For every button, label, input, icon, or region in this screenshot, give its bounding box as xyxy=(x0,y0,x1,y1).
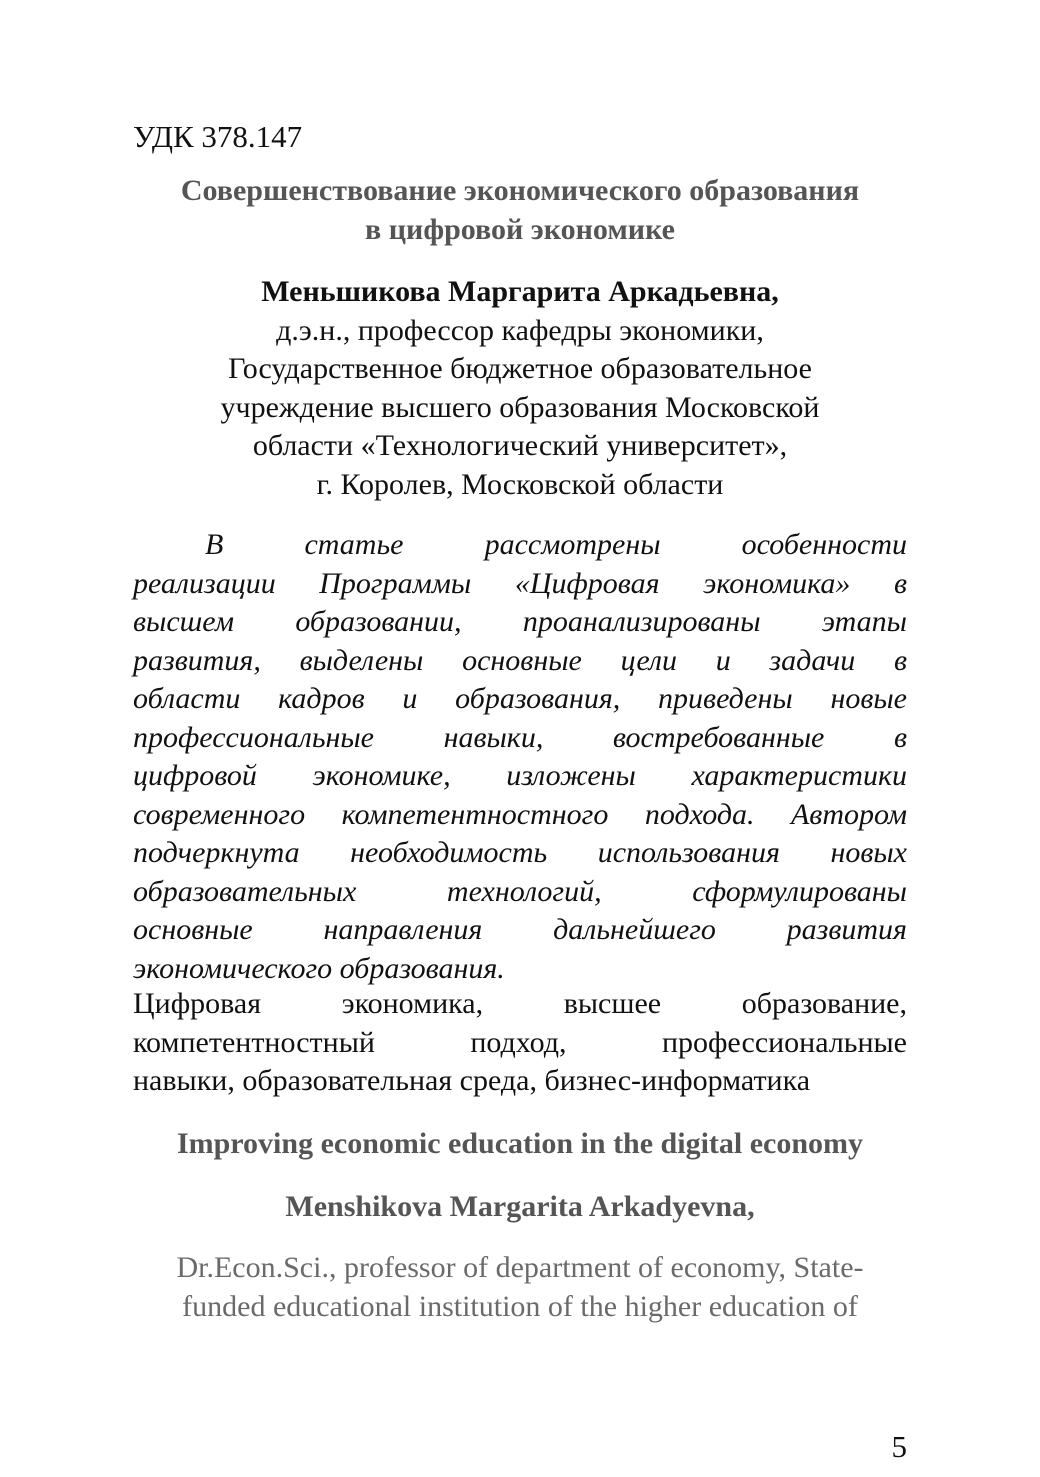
author-name-ru: Меньшикова Маргарита Аркадьевна, xyxy=(261,275,779,308)
abstract-line: основные направления дальнейшего развития xyxy=(133,913,907,946)
affiliation-ru-line: области «Технологический университет», xyxy=(252,429,788,462)
affiliation-en-line: funded educational institution of the higher education of xyxy=(182,1289,858,1323)
abstract-line: цифровой экономике, изложены характеристики xyxy=(133,759,907,792)
author-block-ru xyxy=(133,273,907,504)
abstract-line: развития, выделены основные цели и задачи в xyxy=(133,643,907,677)
udc-code: УДК 378.147 xyxy=(133,119,303,154)
abstract-line: области кадров и образования, приведены новые xyxy=(133,682,907,715)
abstract-line: высшем образовании, проанализированы этапы xyxy=(133,605,907,638)
abstract-line: профессиональные навыки, востребованные в xyxy=(133,720,907,754)
affiliation-en xyxy=(133,1249,907,1326)
keywords-line: компетентностный подход, профессиональные xyxy=(133,1025,907,1059)
page-number: 5 xyxy=(891,1429,907,1464)
abstract-line: реализации Программы «Цифровая экономика» в xyxy=(133,566,907,600)
title-ru-line: в цифровой экономике xyxy=(365,213,675,246)
author-name-en: Menshikova Margarita Arkadyevna, xyxy=(285,1190,755,1223)
keywords-line: Цифровая экономика, высшее образование, xyxy=(133,987,907,1020)
affiliation-ru-line: учреждение высшего образования Московской xyxy=(220,390,820,424)
article-title-ru xyxy=(133,171,907,249)
affiliation-en-line: Dr.Econ.Sci., professor of department of economy, State- xyxy=(176,1251,864,1284)
keywords-ru xyxy=(133,985,907,1101)
abstract-line: экономического образования. xyxy=(133,951,505,985)
abstract-line: образовательных технологий, сформулированы xyxy=(133,874,907,908)
affiliation-ru-line: д.э.н., профессор кафедры экономики, xyxy=(276,313,764,347)
keywords-line: навыки, образовательная среда, бизнес-информатика xyxy=(133,1064,811,1097)
abstract-ru xyxy=(133,526,907,988)
title-ru-line: Совершенствование экономического образования xyxy=(180,174,860,207)
article-title-en: Improving economic education in the digital economy xyxy=(176,1127,864,1160)
affiliation-ru-line: Государственное бюджетное образовательное xyxy=(228,352,812,385)
abstract-line: В статье рассмотрены особенности xyxy=(205,528,907,561)
affiliation-ru-line: г. Королев, Московской области xyxy=(316,467,724,501)
abstract-line: современного компетентностного подхода. Автором xyxy=(133,797,907,831)
abstract-line: подчеркнута необходимость использования новых xyxy=(133,836,907,869)
